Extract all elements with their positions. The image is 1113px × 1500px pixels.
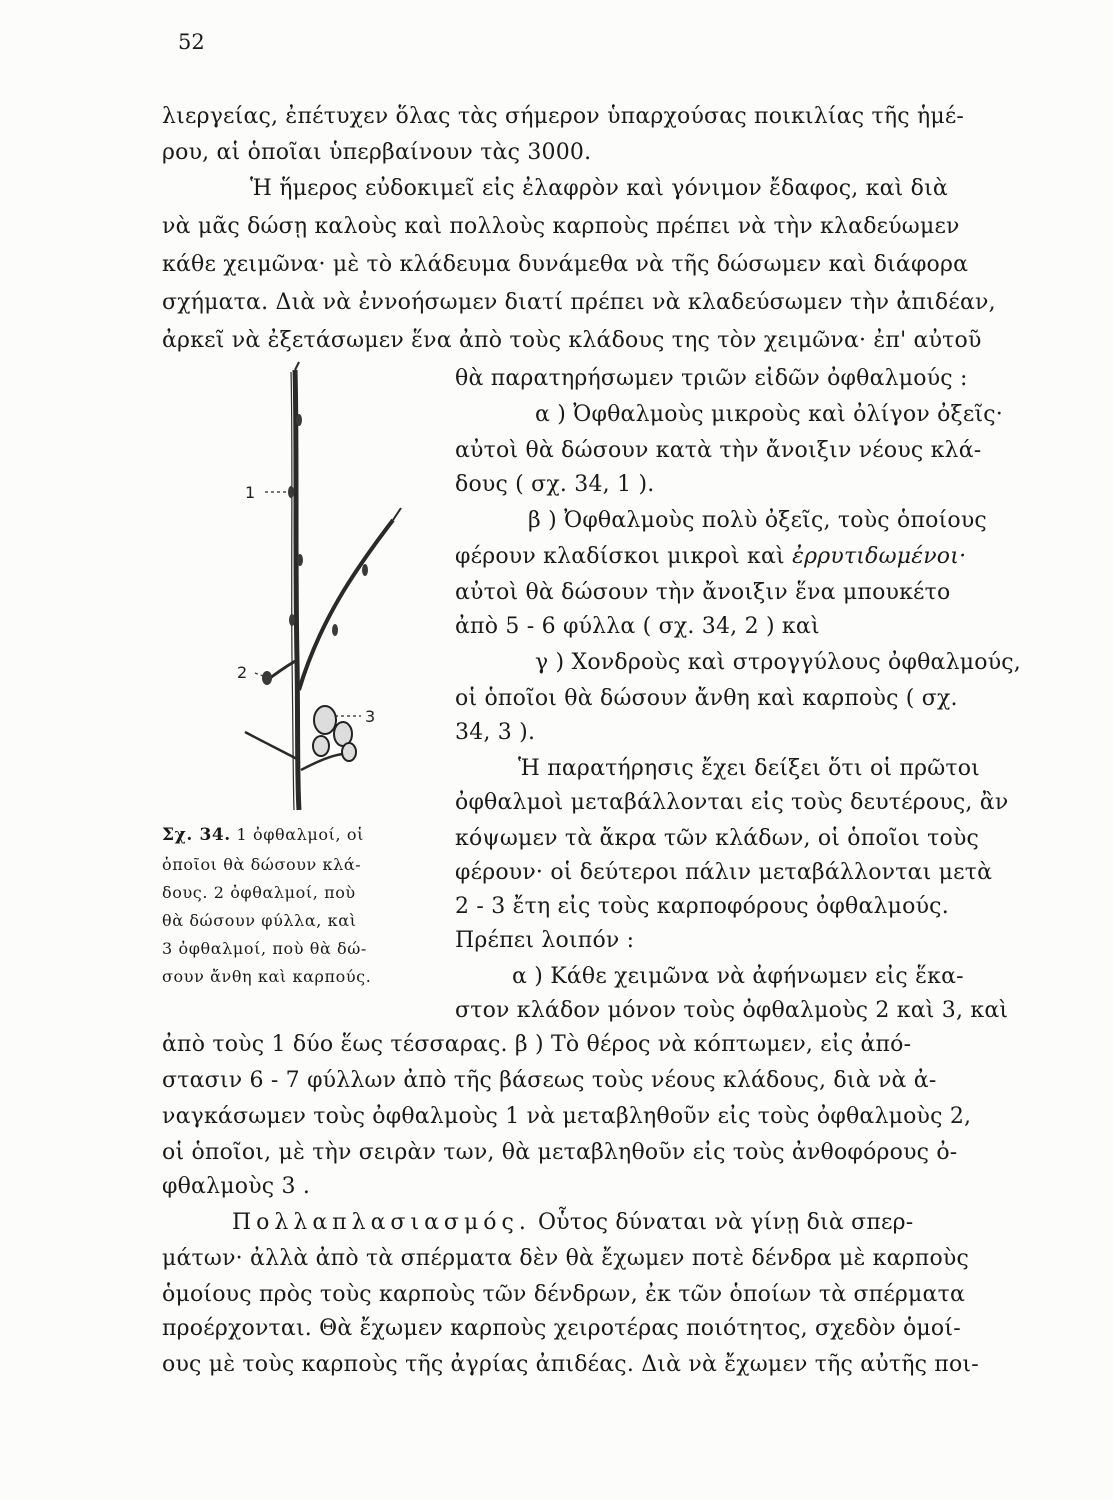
text-line: κόψωμεν τὰ ἄκρα τῶν κλάδων, οἱ ὁποῖοι τοὺς <box>455 826 980 851</box>
text-line: β ) Ὀφθαλμοὺς πολὺ ὀξεῖς, τοὺς ὁποίους <box>528 508 987 533</box>
caption-line: σουν ἄνθη καὶ καρπούς. <box>162 967 372 986</box>
caption-label: Σχ. 34. <box>162 825 231 845</box>
text-line: αὐτοὶ θὰ δώσουν τὴν ἄνοιξιν ἕνα μπουκέτο <box>455 580 951 605</box>
side-branch <box>299 520 393 690</box>
page-number: 52 <box>178 30 205 54</box>
text-line: οἱ ὁποῖοι θὰ δώσουν ἄνθη καὶ καρποὺς ( σχ. <box>455 686 958 711</box>
bud <box>296 414 302 426</box>
text-line: ἀρκεῖ νὰ ἐξετάσωμεν ἕνα ἀπὸ τοὺς κλάδους της τὸν χειμῶνα· ἐπ' αὐτοῦ <box>162 328 982 353</box>
text-line <box>232 1206 913 1240</box>
italic-word: ἐρρυτιδωμένοι· <box>792 544 967 569</box>
text-line: ὀφθαλμοὶ μεταβάλλονται εἰς τοὺς δευτέρους, ἂν <box>455 790 1009 815</box>
text-line: δους ( σχ. 34, 1 ). <box>455 472 655 497</box>
text-line: ἀπὸ τοὺς 1 δύο ἕως τέσσαρας. β ) Τὸ θέρος νὰ κόπτωμεν, εἰς ἀπό- <box>162 1032 912 1057</box>
text-line: αὐτοὶ θὰ δώσουν κατὰ τὴν ἄνοιξιν νέους κλά- <box>455 438 982 463</box>
text-line: φθαλμοὺς 3 . <box>162 1174 311 1199</box>
bud <box>288 486 294 498</box>
bud <box>289 614 295 626</box>
text-line: 2 - 3 ἔτη εἰς τοὺς καρποφόρους ὀφθαλμούς. <box>455 894 949 919</box>
caption-line: ὁποῖοι θὰ δώσουν κλά- <box>162 855 362 874</box>
text-line: α ) Ὀφθαλμοὺς μικροὺς καὶ ὀλίγον ὀξεῖς· <box>535 402 1003 427</box>
section-heading: Πολλαπλασιασμός. <box>232 1210 531 1235</box>
text-line: Πρέπει λοιπόν : <box>455 928 635 953</box>
text-line: φέρουν· οἱ δεύτεροι πάλιν μεταβάλλονται μετὰ <box>455 860 993 885</box>
text-line <box>455 540 966 574</box>
text-segment: φέρουν κλαδίσκοι μικροὶ καὶ <box>455 544 785 569</box>
fruit-bud <box>314 706 336 734</box>
caption-line: 3 ὀφθαλμοί, ποὺ θὰ δώ- <box>162 939 367 958</box>
text-line: λιεργείας, ἐπέτυχεν ὅλας τὰς σήμερον ὑπαρχούσας ποικιλίας τῆς ἡμέ- <box>162 104 965 129</box>
text-line: νὰ μᾶς δώσῃ καλοὺς καὶ πολλοὺς καρποὺς πρέπει νὰ τὴν κλαδεύωμεν <box>162 214 960 239</box>
bud <box>362 564 368 576</box>
caption-line: θὰ δώσουν φύλλα, καὶ <box>162 911 357 930</box>
text-line: σχήματα. Διὰ νὰ ἐννοήσωμεν διατί πρέπει νὰ κλαδεύσωμεν τὴν ἀπιδέαν, <box>162 290 996 315</box>
text-line: α ) Κάθε χειμῶνα νὰ ἀφήνωμεν εἰς ἕκα- <box>512 964 964 989</box>
text-line: Ἡ παρατήρησις ἔχει δείξει ὅτι οἱ πρῶτοι <box>518 756 980 781</box>
figure-label-3: 3 <box>365 707 376 726</box>
text-line: ὁμοίους πρὸς τοὺς καρποὺς τῶν δένδρων, ἐκ τῶν ὁποίων τὰ σπέρματα <box>162 1282 966 1307</box>
caption-text: 1 ὀφθαλμοί, οἱ <box>236 825 364 844</box>
text-line: προέρχονται. Θὰ ἔχωμεν καρποὺς χειροτέρας ποιότητος, σχεδὸν ὁμοί- <box>162 1316 961 1341</box>
figure-label-2: 2 <box>237 663 248 682</box>
text-line: ἀπὸ 5 - 6 φύλλα ( σχ. 34, 2 ) καὶ <box>455 614 820 639</box>
text-line: 34, 3 ). <box>455 720 536 745</box>
text-line: ρου, αἱ ὁποῖαι ὑπερβαίνουν τὰς 3000. <box>162 140 592 165</box>
text-line: στον κλάδον μόνον τοὺς ὀφθαλμοὺς 2 καὶ 3, καὶ <box>455 998 1009 1023</box>
text-line: γ ) Χονδροὺς καὶ στρογγύλους ὀφθαλμούς, <box>535 650 1021 675</box>
caption-line: δους. 2 ὀφθαλμοί, ποὺ <box>162 883 356 902</box>
text-segment: Οὗτος δύναται νὰ γίνῃ διὰ σπερ- <box>538 1210 914 1235</box>
text-line: ναγκάσωμεν τοὺς ὀφθαλμοὺς 1 νὰ μεταβληθοῦν εἰς τοὺς ὀφθαλμοὺς 2, <box>162 1104 972 1129</box>
text-line: οἱ ὁποῖοι, μὲ τὴν σειρὰν των, θὰ μεταβληθοῦν εἰς τοὺς ἀνθοφόρους ὀ- <box>162 1140 958 1165</box>
text-line: μάτων· ἀλλὰ ἀπὸ τὰ σπέρματα δὲν θὰ ἔχωμεν ποτὲ δένδρα μὲ καρποὺς <box>162 1246 969 1271</box>
bud <box>332 624 338 636</box>
text-line: θὰ παρατηρήσωμεν τριῶν εἰδῶν ὀφθαλμούς : <box>455 366 968 391</box>
main-stem <box>295 370 299 810</box>
text-line: κάθε χειμῶνα· μὲ τὸ κλάδευμα δυνάμεθα νὰ τῆς δώσωμεν καὶ διάφορα <box>162 252 969 277</box>
fruit-bud <box>342 743 356 761</box>
fruit-bud <box>313 736 329 756</box>
bud <box>297 554 303 566</box>
branch-figure <box>225 360 425 820</box>
text-line: ους μὲ τοὺς καρποὺς τῆς ἀγρίας ἀπιδέας. Διὰ νὰ ἔχωμεν τῆς αὐτῆς ποι- <box>162 1352 979 1377</box>
text-line: Ἡ ἥμερος εὐδοκιμεῖ εἰς ἐλαφρὸν καὶ γόνιμον ἔδαφος, καὶ διὰ <box>250 176 948 201</box>
text-line: στασιν 6 - 7 φύλλων ἀπὸ τῆς βάσεως τοὺς νέους κλάδους, διὰ νὰ ἀ- <box>162 1068 937 1093</box>
bud <box>262 671 272 685</box>
figure-label-1: 1 <box>245 483 256 502</box>
